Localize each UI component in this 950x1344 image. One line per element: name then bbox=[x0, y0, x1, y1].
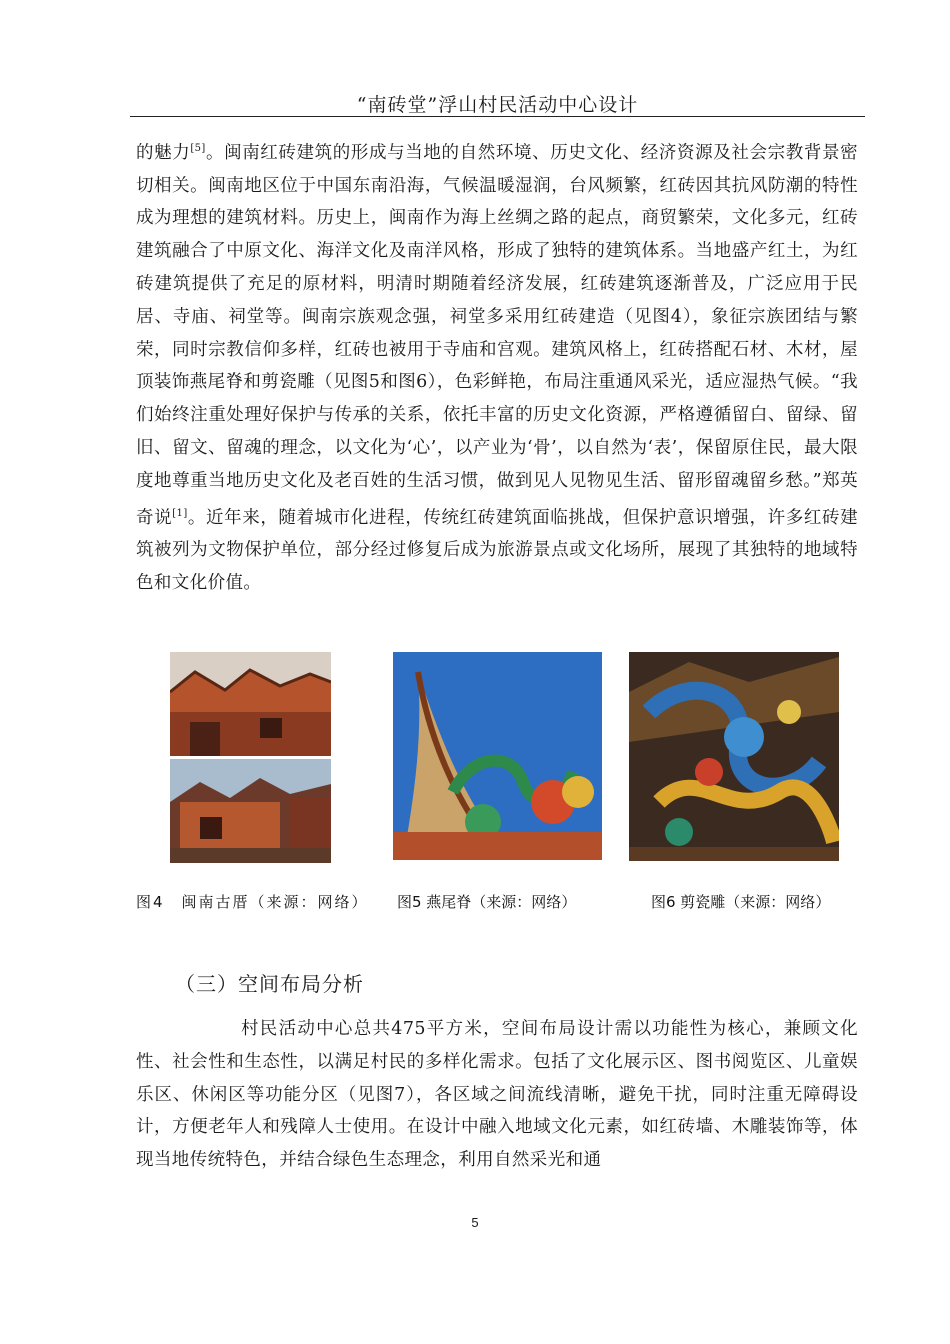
figure-5-photo-swallowtail-ridge bbox=[393, 652, 602, 860]
figure-6-caption: 图6 剪瓷雕（来源：网络） bbox=[651, 893, 831, 911]
body-paragraph-1 bbox=[136, 133, 858, 600]
body-paragraph-2: 村民活动中心总共475平方米，空间布局设计需以功能性为核心，兼顾文化性、社会性和生态性，以满足村民的多样化需求。包括了文化展示区、图书阅览区、儿童娱乐区、休闲区等功能分区（见图7），各区域之间流线清晰，避免干扰，同时注重无障碍设计，方便老年人和残障人士使用。在设计中融入地域文化元素，如红砖墙、木雕装饰等，体现当地传统特色，并结合绿色生态理念，利用自然采光和通 bbox=[136, 1019, 858, 1171]
paragraph-text: 的魅力 bbox=[136, 142, 191, 163]
page-number: 5 bbox=[471, 1215, 479, 1230]
section-heading: （三）空间布局分析 bbox=[175, 972, 364, 996]
paragraph-text: 。近年来，随着城市化进程，传统红砖建筑面临挑战，但保护意识增强，许多红砖建筑被列为文物保护单位，部分经过修复后成为旅游景点或文化场所，展现了其独特的地域特色和文化价值。 bbox=[136, 507, 858, 594]
running-header-title: “南砖堂”浮山村民活动中心设计 bbox=[356, 94, 639, 116]
figure-6-photo-cut-porcelain-dragon bbox=[629, 652, 839, 861]
figure-4-photo-red-brick-houses bbox=[170, 652, 331, 863]
figure-5-caption: 图5 燕尾脊（来源：网络） bbox=[397, 893, 577, 911]
paragraph-text: 。闽南红砖建筑的形成与当地的自然环境、历史文化、经济资源及社会宗教背景密切相关。闽南地区位于中国东南沿海，气候温暖湿润，台风频繁，红砖因其抗风防潮的特性成为理想的建筑材料。历史上，闽南作为海上丝绸之路的起点，商贸繁荣，文化多元，红砖建筑融合了中原文化、海洋文化及南洋风格，形成了独特的建筑体系。当地盛产红土，为红砖建筑提供了充足的原材料，明清时期随着经济发展，红砖建筑逐渐普及，广泛应用于民居、寺庙、祠堂等。闽南宗族观念强，祠堂多采用红砖建造（见图4），象征宗族团结与繁荣，同时宗教信仰多样，红砖也被用于寺庙和宫观。建筑风格上，红砖搭配石材、木材，屋顶装饰燕尾脊和剪瓷雕（见图5和图6），色彩鲜艳，布局注重通风采光，适应湿热气候。“我们始终注重处理好保护与传承的关系，依托丰富的历史文化资源，严格遵循留白、留绿、留旧、留文、留魂的理念，以文化为‘心’，以产业为‘骨’，以自然为‘表’，保留原住民，最大限度地尊重当地历史文化及老百姓的生活习惯，做到见人见物见生活、留形留魂留乡愁。”郑英奇说 bbox=[136, 142, 858, 528]
citation-ref: [1] bbox=[172, 507, 188, 519]
header-divider bbox=[130, 116, 865, 117]
citation-ref: [5] bbox=[190, 143, 206, 154]
figure-4-caption: 图4 闽南古厝（来源：网络） bbox=[136, 893, 369, 911]
